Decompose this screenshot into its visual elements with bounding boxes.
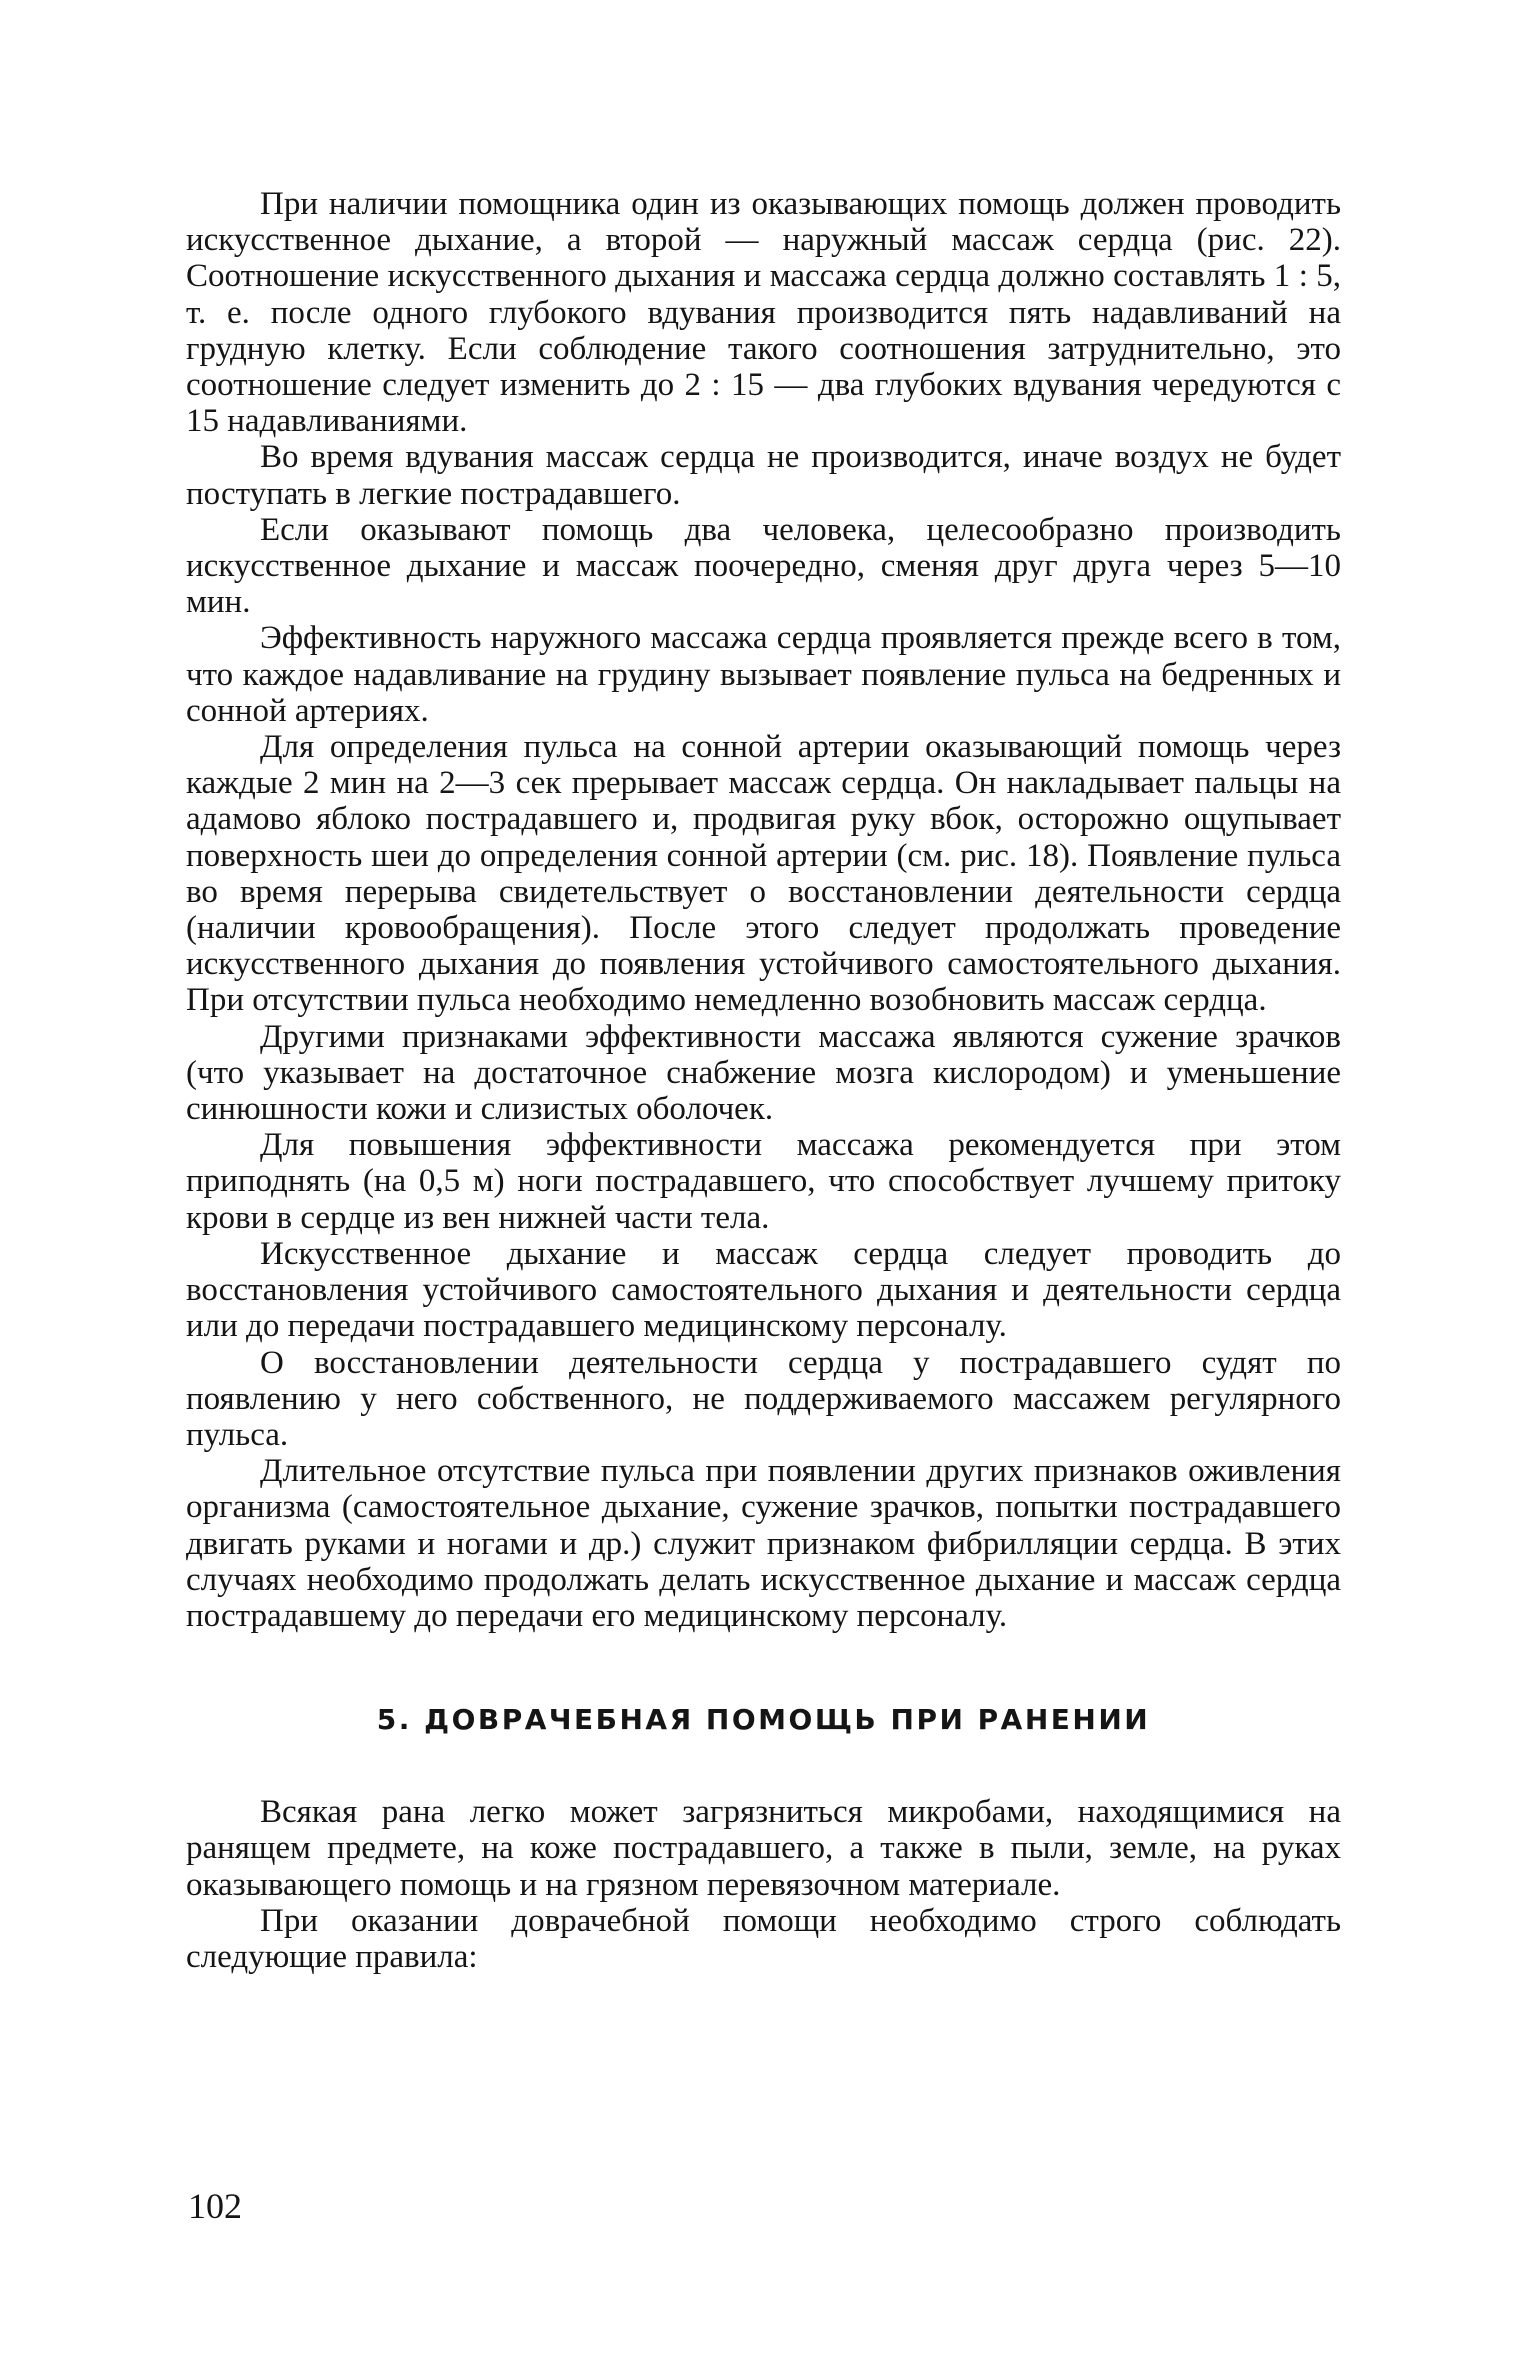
paragraph-continue-until: Искусственное дыхание и массаж сердца следует проводить до восстановления устойчивого самостоятельного дыхания и деятельности сердца или до передачи пострадавшего медицинскому персоналу.: [186, 1235, 1341, 1345]
page-content: [186, 186, 1341, 1975]
paragraph-no-massage-during-inflation: Во время вдувания массаж сердца не производится, иначе воздух не будет поступать в легкие пострадавшего.: [186, 439, 1341, 512]
paragraph-carotid-pulse-check: Для определения пульса на сонной артерии оказывающий помощь через каждые 2 мин на 2—3 сек прерывает массаж сердца. Он накладывает пальцы на адамово яблоко пострадавшего и, продвигая руку вбок, осторожно ощупывает поверхность шеи до определения сонной артерии (см. рис. 18). Появление пульса во время перерыва свидетельствует о восстановлении деятельности сердца (наличии кровообращения). После этого следует продолжать проведение искусственного дыхания до появления устойчивого самостоятельного дыхания. При отсутствии пульса необходимо немедленно возобновить массаж сердца.: [186, 729, 1341, 1019]
paragraph-fibrillation: Длительное отсутствие пульса при появлении других признаков оживления организма (самостоятельное дыхание, сужение зрачков, попытки пострадавшего двигать руками и ногами и др.) служит признаком фибрилляции сердца. В этих случаях необходимо продолжать делать искусственное дыхание и массаж сердца пострадавшему до передачи его медицинскому персоналу.: [186, 1453, 1341, 1634]
paragraph-first-aid-rules: При оказании доврачебной помощи необходимо строго соблюдать следующие правила:: [186, 1902, 1341, 1975]
section-heading: 5. ДОВРАЧЕБНАЯ ПОМОЩЬ ПРИ РАНЕНИИ: [376, 1703, 1151, 1737]
paragraph-assistant-ratio: При наличии помощника один из оказывающих помощь должен проводить искусственное дыхание, а второй — наружный массаж сердца (рис. 22). Соотношение искусственного дыхания и массажа сердца должно составлять 1 : 5, т. е. после одного глубокого вдувания производится пять надавливаний на грудную клетку. Если соблюдение такого соотношения затруднительно, это соотношение следует изменить до 2 : 15 — два глубоких вдувания чередуются с 15 надавливаниями.: [186, 186, 1341, 440]
paragraph-raise-legs: Для повышения эффективности массажа рекомендуется при этом приподнять (на 0,5 м) ноги пострадавшего, что способствует лучшему притоку крови в сердце из вен нижней части тела.: [186, 1127, 1341, 1236]
paragraph-heart-recovery: О восстановлении деятельности сердца у пострадавшего судят по появлению у него собственного, не поддерживаемого массажем регулярного пульса.: [186, 1344, 1341, 1453]
paragraph-other-signs: Другими признаками эффективности массажа являются сужение зрачков (что указывает на достаточное снабжение мозга кислородом) и уменьшение синюшности кожи и слизистых оболочек.: [186, 1018, 1341, 1128]
paragraph-wound-contamination: Всякая рана легко может загрязниться микробами, находящимися на ранящем предмете, на коже пострадавшего, а также в пыли, земле, на руках оказывающего помощь и на грязном перевязочном материале.: [186, 1794, 1341, 1903]
paragraph-massage-effectiveness: Эффективность наружного массажа сердца проявляется прежде всего в том, что каждое надавливание на грудину вызывает появление пульса на бедренных и сонной артериях.: [186, 620, 1341, 729]
page-number: 102: [188, 2186, 242, 2226]
paragraph-two-rescuers: Если оказывают помощь два человека, целесообразно производить искусственное дыхание и массаж поочередно, сменяя друг друга через 5—10 мин.: [186, 511, 1341, 621]
